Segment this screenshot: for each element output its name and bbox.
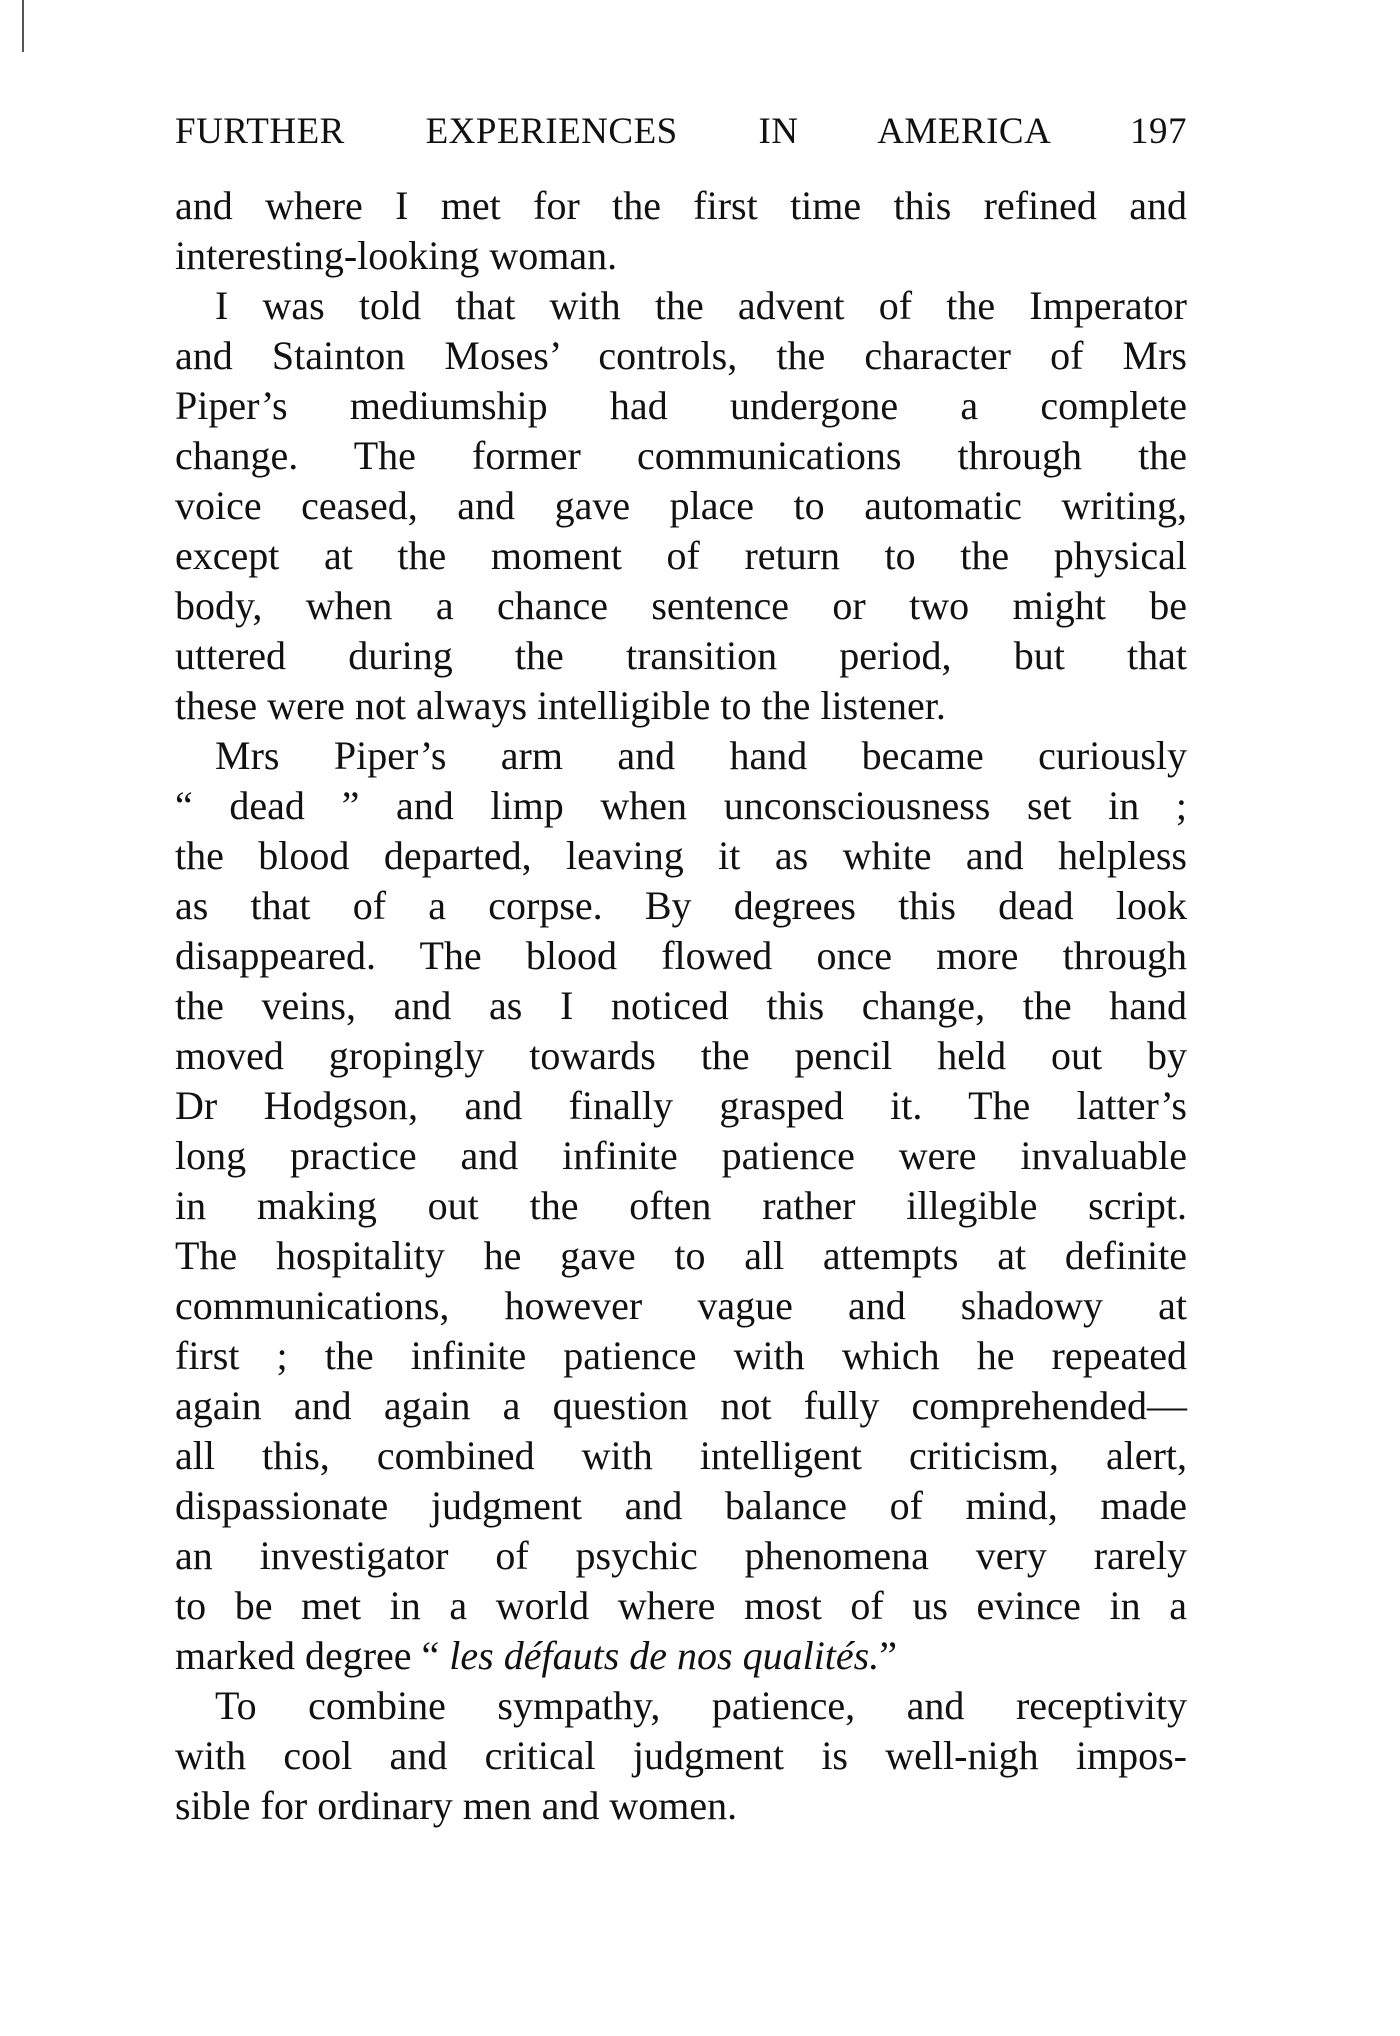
text-segment: ”	[879, 1633, 898, 1678]
text-line: as that of a corpse. By degrees this dead look	[175, 883, 1187, 928]
text-line: to be met in a world where most of us evince in a	[175, 1583, 1187, 1628]
text-line: interesting-looking woman.	[175, 233, 618, 278]
running-title: FURTHER EXPERIENCES IN AMERICA	[175, 111, 1050, 152]
text-line: these were not always intelligible to the listener.	[175, 683, 946, 728]
text-line: change. The former communications through the	[175, 433, 1187, 478]
text-line: the veins, and as I noticed this change, the hand	[175, 983, 1187, 1028]
text-line: first ; the infinite patience with which he repeated	[175, 1333, 1187, 1378]
text-line: the blood departed, leaving it as white and helpless	[175, 833, 1187, 878]
text-line: voice ceased, and gave place to automatic writing,	[175, 483, 1187, 528]
text-line: again and again a question not fully comprehended—	[175, 1383, 1187, 1428]
paragraph	[175, 731, 1187, 1681]
text-line: communications, however vague and shadowy at	[175, 1283, 1187, 1328]
text-line: in making out the often rather illegible script.	[175, 1183, 1187, 1228]
text-line: The hospitality he gave to all attempts at definite	[175, 1233, 1187, 1278]
book-page	[175, 107, 1187, 1831]
text-line	[175, 1631, 1187, 1681]
body-text	[175, 181, 1187, 1831]
text-line: Dr Hodgson, and finally grasped it. The latter’s	[175, 1083, 1187, 1128]
text-line: except at the moment of return to the physical	[175, 533, 1187, 578]
text-line: body, when a chance sentence or two might be	[175, 583, 1187, 628]
running-header	[175, 107, 1187, 157]
text-line: all this, combined with intelligent criticism, alert,	[175, 1433, 1187, 1478]
page-number: 197	[1130, 111, 1187, 152]
text-line: sible for ordinary men and women.	[175, 1783, 738, 1828]
text-line: uttered during the transition period, but that	[175, 633, 1187, 678]
text-line: dispassionate judgment and balance of mind, made	[175, 1483, 1187, 1528]
text-line: I was told that with the advent of the Imperator	[215, 283, 1187, 328]
text-line: long practice and infinite patience were invaluable	[175, 1133, 1187, 1178]
text-line: with cool and critical judgment is well-nigh impos-	[175, 1733, 1187, 1778]
text-line: and where I met for the first time this refined and	[175, 183, 1187, 228]
text-line: moved gropingly towards the pencil held out by	[175, 1033, 1187, 1078]
paragraph	[175, 181, 1187, 281]
text-line: Mrs Piper’s arm and hand became curiously	[215, 733, 1187, 778]
text-line: To combine sympathy, patience, and receptivity	[215, 1683, 1187, 1728]
text-line: an investigator of psychic phenomena very rarely	[175, 1533, 1187, 1578]
text-line: Piper’s mediumship had undergone a complete	[175, 383, 1187, 428]
text-line: and Stainton Moses’ controls, the character of Mrs	[175, 333, 1187, 378]
paragraph	[175, 281, 1187, 731]
italic-phrase: les défauts de nos qualités.	[449, 1633, 880, 1678]
text-line: “ dead ” and limp when unconsciousness set in ;	[175, 783, 1187, 828]
paragraph	[175, 1681, 1187, 1831]
text-segment: marked degree “	[175, 1633, 450, 1678]
text-line: disappeared. The blood flowed once more through	[175, 933, 1187, 978]
page-edge-mark	[22, 0, 24, 52]
